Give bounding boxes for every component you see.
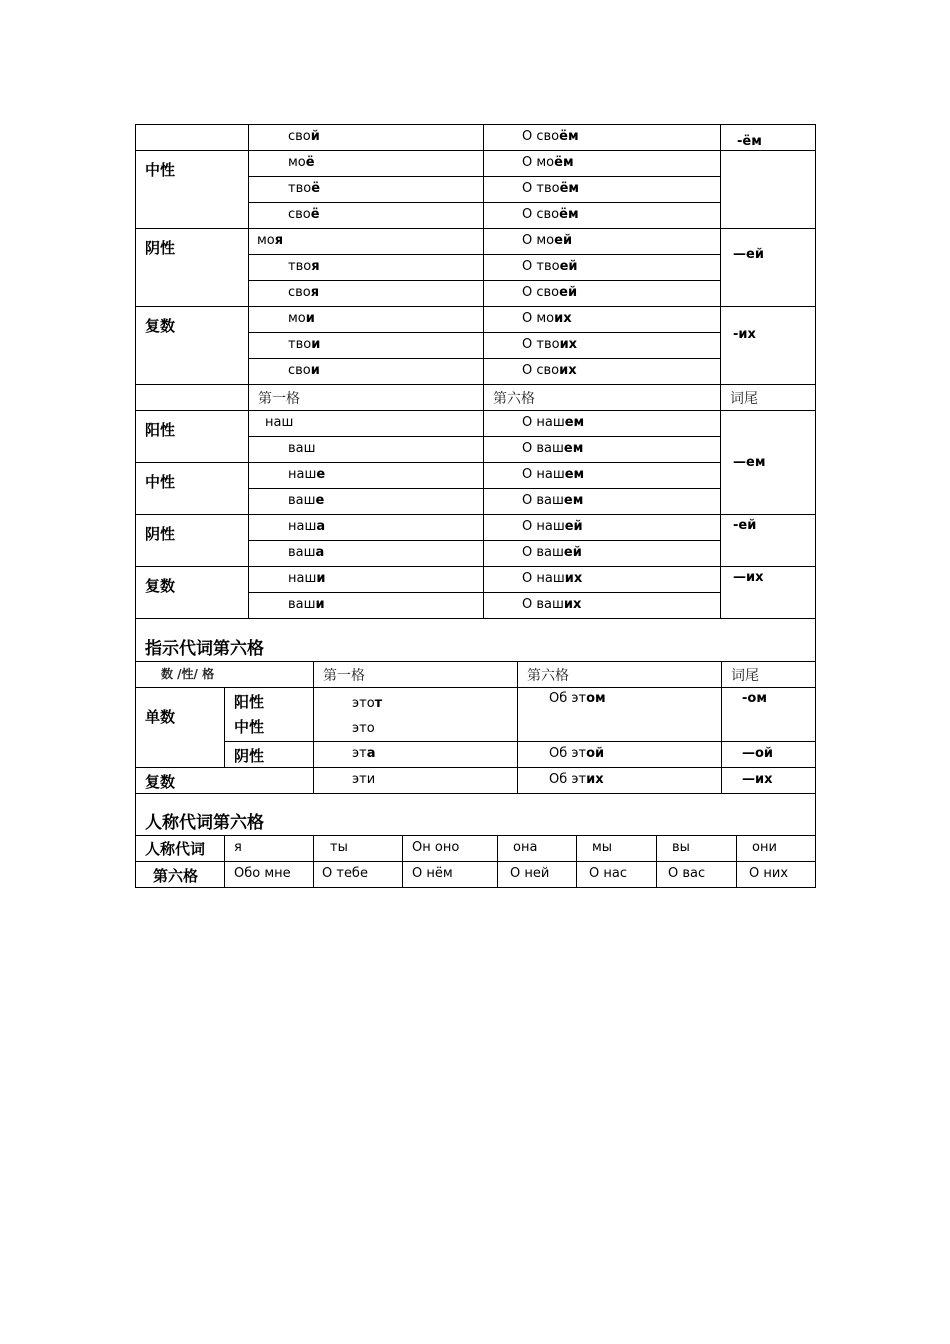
fem-label: 阴性 [225,741,314,767]
header-first: 第一格 [249,385,484,411]
sixth-case-form: О моих [484,307,721,333]
personal-table [135,794,816,889]
sixth-case-form: О нашей [484,515,721,541]
header-ending: 词尾 [722,661,816,687]
first-case-form: моё [249,151,484,177]
sixth-case-form: О ваших [484,593,721,619]
header-category: 数 /性/ 格 [136,661,314,687]
case-ending: —ей [721,229,816,307]
first-case-form: ваше [249,489,484,515]
prepositional-pronoun: Обо мне [225,862,314,888]
first-case-form: твоя [249,255,484,281]
demonstrative-title: 指示代词第六格 [136,619,816,661]
nominative-pronoun: они [737,836,816,862]
sixth-case-form: О своих [484,359,721,385]
nominative-pronoun: ты [314,836,403,862]
case-ending: —их [721,567,816,619]
fem-first: эта [314,741,518,767]
first-case-form: своё [249,203,484,229]
case-ending: -их [721,307,816,385]
nominative-pronoun: мы [577,836,657,862]
pronoun-row [136,125,816,151]
pronoun-row [136,567,816,593]
masc-neut-first [314,687,518,741]
sixth-case-form: О твоём [484,177,721,203]
pronoun-row [136,515,816,541]
singular-label: 单数 [136,687,225,767]
first-case-form: наши [249,567,484,593]
gender-label: 阴性 [136,229,249,307]
first-case-form: свои [249,359,484,385]
gender-label: 阳性 [136,411,249,463]
header-sixth-case: 第六格 [518,661,722,687]
case-ending [721,151,816,229]
masc-ending: -ом [722,687,816,741]
first-case-form: ваши [249,593,484,619]
pl-sixth: Об этих [518,767,722,793]
case-ending: -ей [721,515,816,567]
neut-first: это [352,720,375,736]
pronoun-row [136,229,816,255]
sixth-case-form: О твоих [484,333,721,359]
sixth-case-form: О вашем [484,489,721,515]
pl-ending: —их [722,767,816,793]
gender-label [136,125,249,151]
nominative-pronoun: я [225,836,314,862]
sixth-case-form: О нашем [484,411,721,437]
sixth-case-form: О наших [484,567,721,593]
personal-title: 人称代词第六格 [136,794,816,836]
sixth-case-form: О вашем [484,437,721,463]
header-blank [136,385,249,411]
masc-label: 阳性 [234,692,265,711]
sixth-case-form: О вашей [484,541,721,567]
case-ending: -ём [721,125,816,151]
gender-label: 中性 [136,463,249,515]
first-case-form: мои [249,307,484,333]
prepositional-pronoun: О нас [577,862,657,888]
sixth-case-form: О моём [484,151,721,177]
possessive-table [135,124,816,619]
header-sixth: 第六格 [484,385,721,411]
plural-label: 复数 [136,767,314,793]
masc-sixth: Об этом [518,687,722,741]
prepositional-pronoun: О тебе [314,862,403,888]
gender-label: 阴性 [136,515,249,567]
fem-sixth: Об этой [518,741,722,767]
demonstrative-table [135,619,816,794]
nominative-pronoun: вы [657,836,737,862]
header-ending: 词尾 [721,385,816,411]
header-row [136,385,816,411]
first-case-form: ваша [249,541,484,567]
gender-label: 中性 [136,151,249,229]
grammar-sheet [135,124,815,888]
sixth-case-form: О своей [484,281,721,307]
prepositional-pronoun: О них [737,862,816,888]
prepositional-label: 第六格 [136,862,225,888]
nominative-label: 人称代词 [136,836,225,862]
first-case-form: своя [249,281,484,307]
nominative-pronoun: она [498,836,577,862]
first-case-form: ваш [249,437,484,463]
neut-label: 中性 [234,717,265,736]
pronoun-row [136,307,816,333]
first-case-form: наше [249,463,484,489]
prepositional-pronoun: О нём [403,862,498,888]
pronoun-row [136,151,816,177]
sixth-case-form: О нашем [484,463,721,489]
prepositional-pronoun: О ней [498,862,577,888]
gender-label: 复数 [136,567,249,619]
first-case-form: твои [249,333,484,359]
masc-neut-labels [225,687,314,741]
first-case-form: наша [249,515,484,541]
first-case-form: твоё [249,177,484,203]
header-first-case: 第一格 [314,661,518,687]
sixth-case-form: О моей [484,229,721,255]
sixth-case-form: О твоей [484,255,721,281]
first-case-form: свой [249,125,484,151]
case-ending: —ем [721,411,816,515]
nominative-pronoun: Он оно [403,836,498,862]
fem-ending: —ой [722,741,816,767]
prepositional-pronoun: О вас [657,862,737,888]
first-case-form: наш [249,411,484,437]
masc-first: этот [352,695,383,711]
pl-first: эти [314,767,518,793]
gender-label: 复数 [136,307,249,385]
pronoun-row [136,411,816,437]
pronoun-row [136,463,816,489]
sixth-case-form: О своём [484,125,721,151]
first-case-form: моя [249,229,484,255]
sixth-case-form: О своём [484,203,721,229]
